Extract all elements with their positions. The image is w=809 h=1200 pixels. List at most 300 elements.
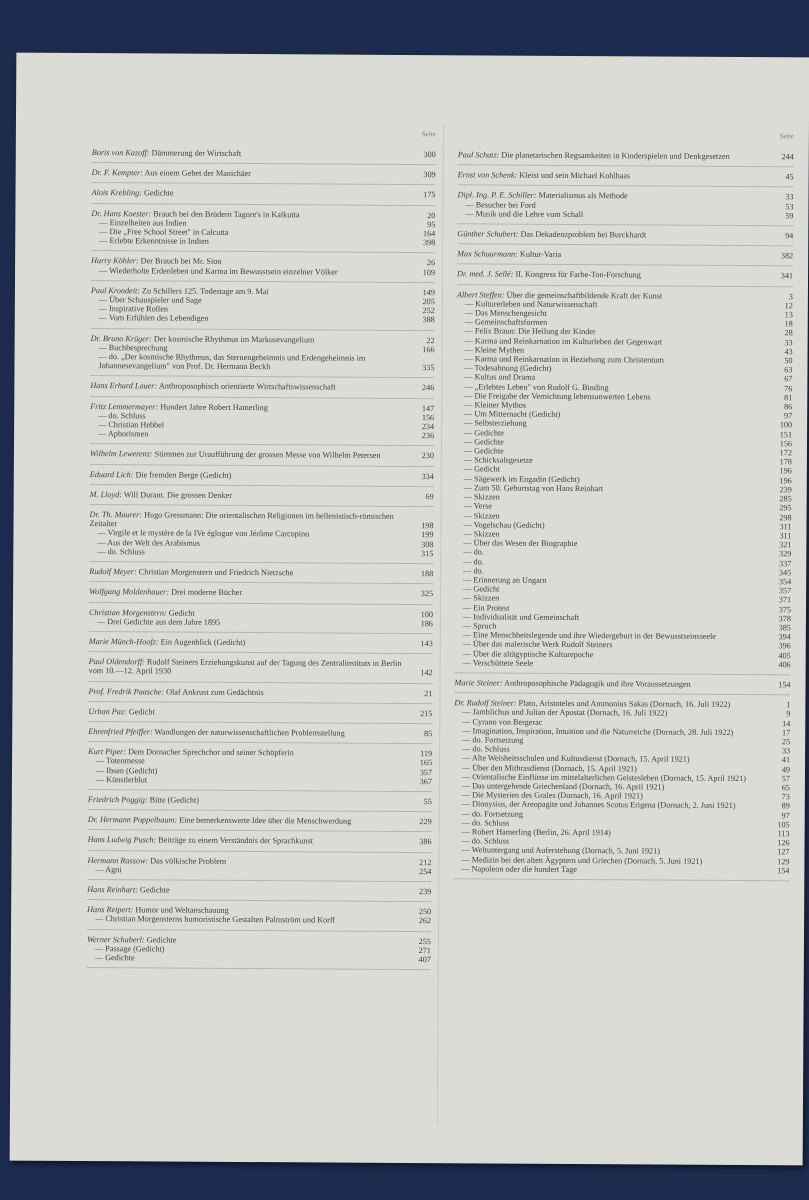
page-number: 129 [777,856,790,866]
page-column-label: Seite [421,130,436,139]
entry-title: — Christian Morgensterns humoristische Gestalten Palmström und Korff [95,914,336,925]
index-row [458,150,794,161]
entry-title: Brauch bei den Brüdern Tagore's in Kalkutta [153,209,300,219]
index-entry [88,687,432,704]
page-number: 109 [422,267,436,277]
entry-title: — Das untergehende Griechenland (Dornach, 16. April 1921) [461,781,665,792]
page-number: 81 [784,393,793,403]
index-entry [457,191,793,227]
page-number: 147 [421,403,435,413]
index-entry [458,170,794,187]
page-number: 325 [420,589,434,599]
page-number: 86 [784,402,793,412]
page-number: 321 [779,540,792,550]
page-number: 33 [781,746,791,756]
page-number: 230 [421,451,434,461]
page-number: 105 [777,820,790,830]
author-name: Eduard Lich: [89,469,134,479]
entry-title: — Über das Wesen der Biographie [463,538,578,549]
page-number: 298 [779,512,792,522]
index-entry [89,510,433,564]
page-number: 28 [784,328,793,338]
page-number: 406 [778,660,791,670]
entry-title: Gedichte [143,188,174,198]
index-row [458,170,794,181]
entry-title: Dämmerung der Wirtschaft [151,148,242,158]
index-row [457,229,793,240]
page-number: 300 [423,150,436,160]
page-number: 244 [781,152,794,162]
page-number: 405 [778,650,791,660]
entry-title: — do. [463,556,484,566]
index-row [87,914,431,925]
entry-title: — „Erlebtes Leben" von Rudolf G. Binding [464,381,609,392]
index-row [91,266,435,277]
entry-title: Bitte (Gedicht) [149,795,200,805]
index-row [90,490,434,501]
author-name: Christian Morgenstern: [88,607,167,618]
page-number: 156 [421,412,435,423]
entry-title: — Jamblichus und Julian der Apostat (Dornach, 16. Juli 1922) [462,707,668,718]
author-name: Werner Schaberl: [86,934,145,944]
index-row [457,250,793,261]
page-number: 100 [779,420,793,430]
page-number: 396 [778,641,791,651]
author-name: Max Schuurmann: [457,249,518,259]
entry-title: — Kulturerleben und Naturwissenschaft [464,299,598,309]
index-list-left [87,148,436,970]
page-number: 186 [420,618,433,628]
page-number: 12 [784,301,793,311]
entry-title: Rudolf Steiners Erziehungskunst auf der Tagung des Zentralinstituts in Berlin vom 10.—12. April 1930 [88,657,402,676]
entry-title: — Über das malerische Werk Rudolf Steiners [462,639,613,650]
author-name: Harry Köhler: [91,256,139,266]
page-number: 143 [420,638,433,649]
index-entry [457,250,793,267]
page-number: 239 [779,485,792,495]
entry-title: — Zum 50. Geburtstag von Hans Reinhart [463,483,604,494]
author-name: Hans Ludwig Pusch: [87,835,157,845]
author-name: Fritz Lemmermayer: [90,401,159,412]
author-name: Hans Reipert: [87,905,134,915]
author-name: Dr. F. Kempter: [91,168,143,178]
entry-title: — Vogelschau (Gedicht) [463,520,545,530]
entry-title: Anthroposophisch orientierte Wirtschaftswissenschaft [158,381,336,392]
entry-title: Olaf Ankrust zum Gedächtnis [166,687,264,697]
index-row [91,236,435,247]
left-column [87,128,436,975]
page-number: 57 [781,774,790,784]
page-number: 100 [420,609,433,619]
index-row [90,450,434,461]
page-number: 17 [782,728,791,738]
entry-title: — Aphorismen [98,429,149,439]
entry-title: — Ein Protest [462,602,510,613]
right-column [453,130,794,886]
entry-title: Gedicht [168,608,195,618]
index-entry [88,747,432,792]
document-page [10,53,809,1166]
author-name: Dr. Bruno Krüger: [90,333,152,344]
entry-title: — Die Freigabe der Vernichtung lebensunwerten Lebens [464,391,651,402]
entry-title: Der kosmische Rhythmus im Markusevangelium [153,334,315,345]
entry-title: Zu Schillers 125. Todestage am 9. Mai [142,286,269,296]
author-name: Dr. Hans Koester: [91,208,152,219]
author-name: M. Lloyd: [89,489,123,500]
entry-title: Kleist und sein Michael Kohlhaas [519,170,631,181]
page-number: 178 [779,457,792,467]
page-number: 378 [778,613,791,624]
entry-title: — Dionysius, der Areopagite und Johannes Scotus Erigena (Dornach, 2. Juni 1921) [461,799,736,811]
index-entry [91,209,435,254]
page-number: 341 [780,271,794,281]
page-number: 367 [419,776,432,786]
entry-title: — do. Schluss [98,410,146,421]
index-entry [87,856,431,883]
page-number: 26 [426,258,436,268]
entry-title: Plato, Aristoteles und Ammonius Sakas (Dornach, 16. Juli 1922) [518,698,731,710]
page-number: 156 [779,439,793,449]
entry-title: — Medizin bei den alten Ägyptern und Griechen (Dornach, 5. Juni 1921) [461,854,703,866]
page-number: 215 [420,708,433,718]
page-number: 357 [419,767,433,777]
entry-title: — Kleiner Mythos [464,400,527,410]
index-entry [457,229,793,246]
author-name: Marie Münch-Hoofz: [88,636,159,647]
author-name: Wilhelm Lewerenz: [89,449,153,459]
entry-title: — Karma und Reinkarnation in Beziehung zum Christentum [464,354,664,365]
page-number: 311 [779,531,792,541]
entry-title: — Christian Hebbel [98,420,165,430]
page-number: 45 [785,172,794,182]
index-entry [89,567,433,584]
page-number: 252 [422,306,435,316]
index-entry [458,150,794,167]
page-number: 329 [779,549,792,559]
author-name: Paul Krondeit: [90,285,141,296]
entry-title: — do. Fortsetzung [461,808,523,819]
index-entry [90,470,434,487]
entry-title: — Napoleon oder die hundert Tage [461,864,577,874]
entry-title: — Virgile et le mystère de la IVe églogue von Jérôme Carcopino [97,528,310,539]
page-number: 126 [777,838,790,848]
entry-title: — Aus der Welt des Arabismus [97,537,201,548]
index-row [91,313,435,324]
index-row [455,678,791,689]
index-entry [91,256,435,283]
entry-title: — Musik und die Lehre vom Schall [465,209,584,219]
page-number: 97 [781,810,790,820]
entry-title: — Passage (Gedicht) [94,943,165,954]
page-number: 234 [421,422,435,432]
page-number: 76 [784,383,793,393]
author-name: Wolfgang Moldenhauer: [89,587,170,597]
page-number: 385 [778,623,791,633]
author-name: Hans Reinhart: [87,884,139,895]
page-number: 196 [779,466,792,476]
page-number: 295 [779,503,792,513]
page-number: 198 [421,521,434,531]
index-row [88,775,432,786]
entry-title: — Ibsen (Gedicht) [95,765,158,775]
page-number: 18 [784,319,793,329]
author-name: Dr. med. J. Sellé: [457,269,514,280]
page-number: 199 [421,530,434,540]
page-number: 9 [786,709,791,719]
entry-title: — Erinnerung an Ungarn [463,575,547,585]
index-entry [90,450,434,467]
entry-title: Die planetarischen Regsamkeiten in Kinderspielen und Denkgesetzen [501,150,730,161]
index-entry [87,885,431,902]
entry-title: Kultur-Varia [519,249,562,260]
entry-title: Christian Morgenstern und Friedrich Nietzsche [138,567,294,578]
page-number: 113 [777,829,790,839]
author-name: Boris von Kazoff: [91,148,150,158]
entry-title: — Skizzen [463,492,500,502]
entry-title: — Sägewerk im Engadin (Gedicht) [463,474,580,484]
page-number: 127 [777,847,790,857]
author-name: Friedrich Poggig: [87,794,148,805]
index-row [453,864,789,875]
index-row [87,865,431,876]
index-entry [87,935,431,971]
entry-title: Stimmen zur Uraufführung der grossen Messe von Wilhelm Petersen [154,449,381,461]
entry-title: — do. [463,566,484,576]
page-number: 142 [420,668,433,678]
page-number: 255 [418,936,431,946]
index-entry [90,334,434,379]
entry-title: — Die Mysterien des Grales (Dornach, 16. April 1921) [461,790,643,801]
page-number: 334 [421,471,434,481]
index-entry [91,286,435,331]
entry-title: Gedichte [146,934,177,945]
index-row [89,657,433,678]
author-name: Hermann Rassow: [87,855,149,865]
index-row [90,470,434,481]
index-row [88,687,432,698]
page-number: 67 [784,374,793,384]
index-row [457,209,793,220]
entry-title: Die fremden Berge (Gedicht) [135,469,232,480]
index-row [89,510,433,531]
index-row [87,953,431,964]
author-name: Günther Schubert: [457,229,519,239]
index-entry [91,188,435,205]
entry-title: — Agni [95,864,122,874]
column-divider [437,125,444,1125]
index-row [89,547,433,558]
page-number: 85 [424,729,433,739]
page-number: 172 [779,448,792,458]
index-entry [92,148,436,165]
entry-title: — do. Fortsetzung [462,735,524,745]
author-name: Ernst von Schenk: [457,170,518,180]
index-entry [88,795,432,812]
entry-title: Ein Augenblick (Gedicht) [160,637,246,647]
entry-title: Über die gemeinschaftbildende Kraft der Kunst [506,290,663,301]
entry-title: — Verschüttete Seele [462,658,534,668]
entry-title: — Über die altägyptische Kulturepoche [462,648,594,659]
index-entry [454,678,790,695]
page-number: 212 [419,857,432,867]
page-number: 382 [780,251,794,261]
page-number: 371 [778,595,792,605]
page-number: 97 [783,411,793,421]
entry-title: — Die „Free School Street" in Calcutta [99,227,229,237]
entry-title: — Selbsterziehung [464,418,527,429]
page-number: 166 [422,344,435,354]
page-number: 33 [784,337,793,347]
page-number: 388 [422,315,435,325]
page-number: 315 [421,548,434,559]
entry-title: — Weltuntergang und Auferstehung (Dornach, 5. Juni 1921) [461,845,661,856]
entry-title: Das Dekadenzproblem bei Burckhardt [520,229,647,240]
index-row [90,352,434,373]
page-number: 354 [778,577,792,587]
entry-title: — do. „Der kosmische Rhythmus, das Sternengeheimnis und Erdengeheimnis im Johannesevangelium" von Prof. Dr. Hermann Beckh [98,352,366,372]
entry-title: Wandlungen der naturwissenschaftlichen Problemstellung [154,727,345,738]
author-name: Hans Erhard Lauer: [90,381,158,391]
entry-title: — Gedichte [463,437,504,447]
entry-title: — Besucher bei Ford [465,199,536,210]
page-number: 250 [418,907,432,917]
author-name: Rudolf Meyer: [89,567,137,577]
index-row [455,658,791,669]
entry-title: — Gedichte [464,428,504,438]
page-number: 55 [423,797,432,807]
page-number: 43 [784,347,793,357]
author-name: Kurt Piper: [88,747,127,757]
author-name: Prof. Fredrik Paasche: [88,686,165,697]
entry-title: — Skizzen [463,510,500,521]
entry-title: — Drei Gedichte aus dem Jahre 1895 [96,616,221,627]
entry-title: — Individualität und Gemeinschaft [462,612,580,622]
index-row [89,567,433,578]
entry-title: — do. [463,547,484,557]
page-number: 69 [425,491,434,502]
index-entry [455,290,793,675]
index-row [88,707,432,718]
entry-title: Materialismus als Methode [538,191,628,201]
page-number: 21 [424,688,433,698]
page-number: 65 [781,783,790,793]
entry-title: — do. Schluss [462,744,510,754]
entry-title: — Gemeinschaftsformen [464,317,548,328]
entry-title: — Gedichte [463,446,504,456]
entry-title: — Über Schauspieler und Sage [98,295,202,305]
entry-title: Hundert Jahre Robert Hamerling [160,402,268,412]
page-number: 308 [421,539,434,549]
entry-title: — Inspirative Rollen [98,304,168,314]
page-number: 63 [784,365,793,375]
page-number: 262 [418,916,432,926]
index-list-right [453,150,793,881]
index-row [88,835,432,846]
index-entry [453,698,790,881]
page-number: 53 [785,201,794,211]
index-row [89,587,433,598]
page-number: 3 [788,291,793,301]
entry-title: — Über den Mithrasdienst (Dornach, 15. April 1921) [462,762,637,773]
page-number: 337 [778,558,792,568]
page-number: 196 [779,475,792,486]
page-number: 357 [778,586,792,596]
entry-title: — do. Schluss [461,836,510,846]
page-number: 59 [785,211,794,221]
index-entry [88,727,432,744]
author-name: Dipl. Ing. P. E. Schiller: [457,190,537,201]
index-row [88,727,432,738]
page-number: 229 [419,817,432,827]
entry-title: — Einzelheiten aus Indien [99,217,187,228]
entry-title: — Erlebte Erkenntnisse in Indien [99,236,209,246]
entry-title: Dem Dornacher Sprechchor und seiner Schöpferin [128,747,294,758]
page-number: 1 [786,700,791,710]
index-entry [88,815,432,832]
entry-title: — Robert Hamerling (Berlin, 26. April 1914) [461,827,611,838]
entry-title: — Buchbesprechung [98,342,168,353]
entry-title: — Kultus und Drama [464,372,536,383]
page-number: 95 [427,219,436,229]
page-number: 151 [779,429,793,440]
entry-title: — Vom Erfühlen des Lebendigen [98,313,209,324]
index-entry [90,402,434,447]
index-entry [89,608,433,635]
page-number: 271 [418,945,431,955]
author-name: Albert Steffen: [456,289,505,300]
index-row [89,617,433,628]
index-row [88,815,432,826]
page-number: 73 [781,792,790,802]
entry-title: — Eine Menschheitslegende und ihre Wiedergeburt in der Bewusstseinsseele [462,630,716,642]
page-number: 246 [422,383,435,393]
page-number: 154 [777,866,790,876]
entry-title: Gedichte [140,885,170,895]
entry-title: Will Durant. Die grossen Denker [123,490,233,500]
index-entry [88,707,432,724]
index-entry [90,490,434,507]
page-number: 49 [781,764,791,774]
entry-title: — Gedicht [463,584,500,594]
entry-title: — Gedichte [94,953,135,963]
index-row [87,885,431,896]
page-number: 175 [423,190,436,200]
page-number: 345 [778,567,792,578]
entry-title: — Wiederholte Erdenleben und Karma im Bewusstsein einzelner Völker [99,265,338,277]
index-row [92,168,436,179]
page-number: 25 [781,737,791,747]
page-number: 119 [420,749,433,759]
page-number: 149 [422,287,435,297]
page-number: 309 [423,170,436,180]
entry-title: — Felix Braun: Die Heilung der Kinder [464,326,596,337]
page-number: 14 [782,718,791,728]
page-number: 386 [419,837,432,847]
page-number: 22 [426,335,435,345]
entry-title: — Totenmesse [96,756,145,766]
page-number: 335 [422,363,435,373]
entry-title: Humor und Weltanschauung [135,905,229,916]
index-entry [89,587,433,604]
page-number: 41 [781,755,791,765]
page-number: 236 [421,431,435,441]
index-entry [457,270,793,287]
page-number: 13 [784,310,793,320]
author-name: Paul Oldendorff: [88,657,145,667]
page-number: 89 [781,801,790,811]
entry-title: Drei moderne Bücher [171,587,243,598]
entry-title: — Todesahnung (Gedicht) [464,363,552,374]
